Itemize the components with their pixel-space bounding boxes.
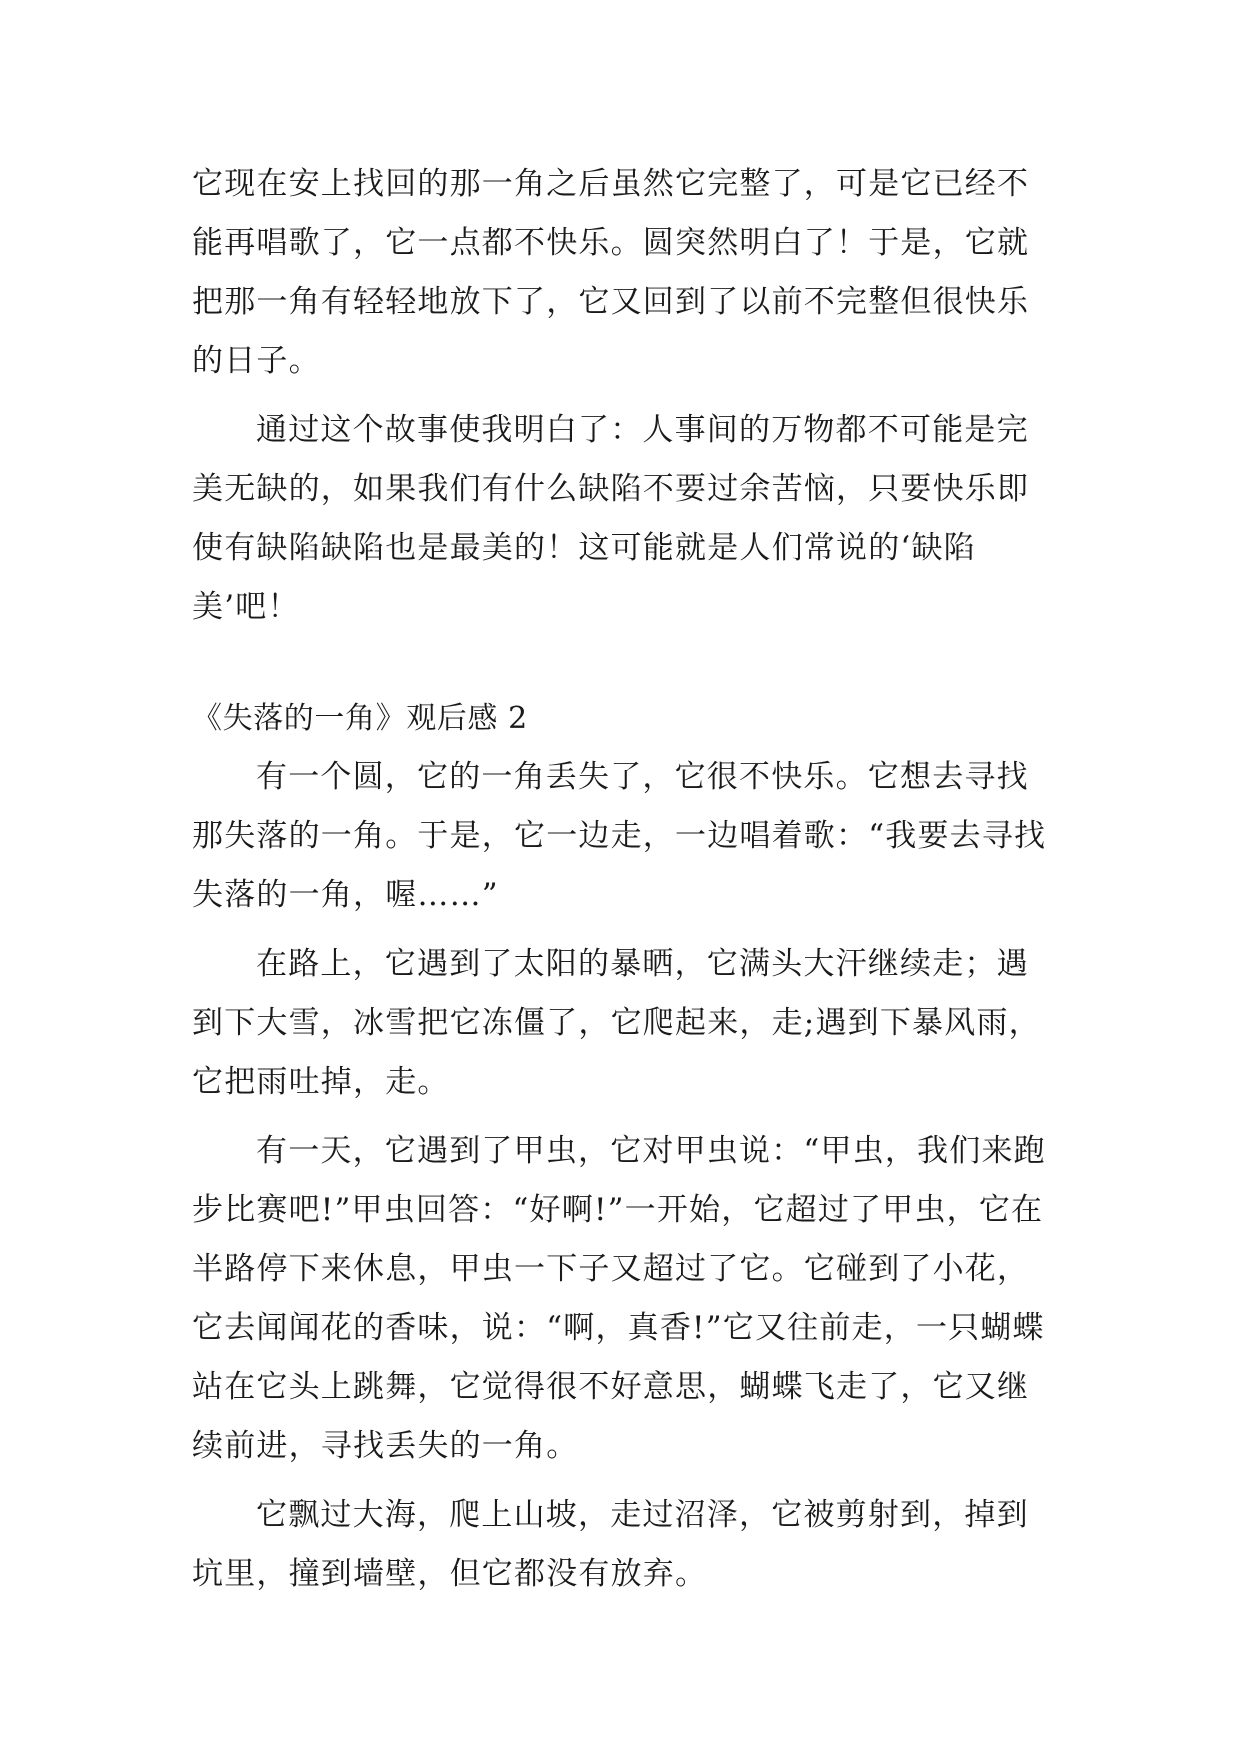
- paragraph-3: 有一个圆，它的一角丢失了，它很不快乐。它想去寻找那失落的一角。于是，它一边走，一边唱着歌：“我要去寻找失落的一角，喔……”: [192, 759, 1047, 913]
- paragraph-5: 有一天，它遇到了甲虫，它对甲虫说：“甲虫，我们来跑步比赛吧!”甲虫回答：“好啊!”一开始，它超过了甲虫，它在半路停下来休息，甲虫一下子又超过了它。它碰到了小花，它去闻闻花的香味，说：“啊，真香!”它又往前走，一只蝴蝶站在它头上跳舞，它觉得很不好意思，蝴蝶飞走了，它又继续前进，寻找丢失的一角。: [192, 1133, 1046, 1464]
- paragraph-4: 在路上，它遇到了太阳的暴晒，它满头大汗继续走；遇到下大雪，冰雪把它冻僵了，它爬起来，走;遇到下暴风雨，它把雨吐掉，走。: [192, 946, 1041, 1100]
- paragraph-gap: [192, 1112, 1060, 1122]
- section-2: [192, 689, 1060, 1604]
- section-title: 《失落的一角》观后感 2: [192, 701, 528, 736]
- section-1: [192, 155, 1060, 637]
- paragraph-gap: [192, 391, 1060, 401]
- paragraph-gap: [192, 1476, 1060, 1486]
- paragraph-1: 它现在安上找回的那一角之后虽然它完整了，可是它已经不能再唱歌了，它一点都不快乐。圆突然明白了！于是，它就把那一角有轻轻地放下了，它又回到了以前不完整但很快乐的日子。: [192, 166, 1030, 379]
- paragraph-2: 通过这个故事使我明白了：人事间的万物都不可能是完美无缺的，如果我们有什么缺陷不要过余苦恼，只要快乐即使有缺陷缺陷也是最美的！这可能就是人们常说的‘缺陷美’吧！: [192, 412, 1030, 625]
- paragraph-gap: [192, 925, 1060, 935]
- paragraph-6: 它飘过大海，爬上山坡，走过沼泽，它被剪射到，掉到坑里，撞到墙壁，但它都没有放弃。: [192, 1497, 1029, 1592]
